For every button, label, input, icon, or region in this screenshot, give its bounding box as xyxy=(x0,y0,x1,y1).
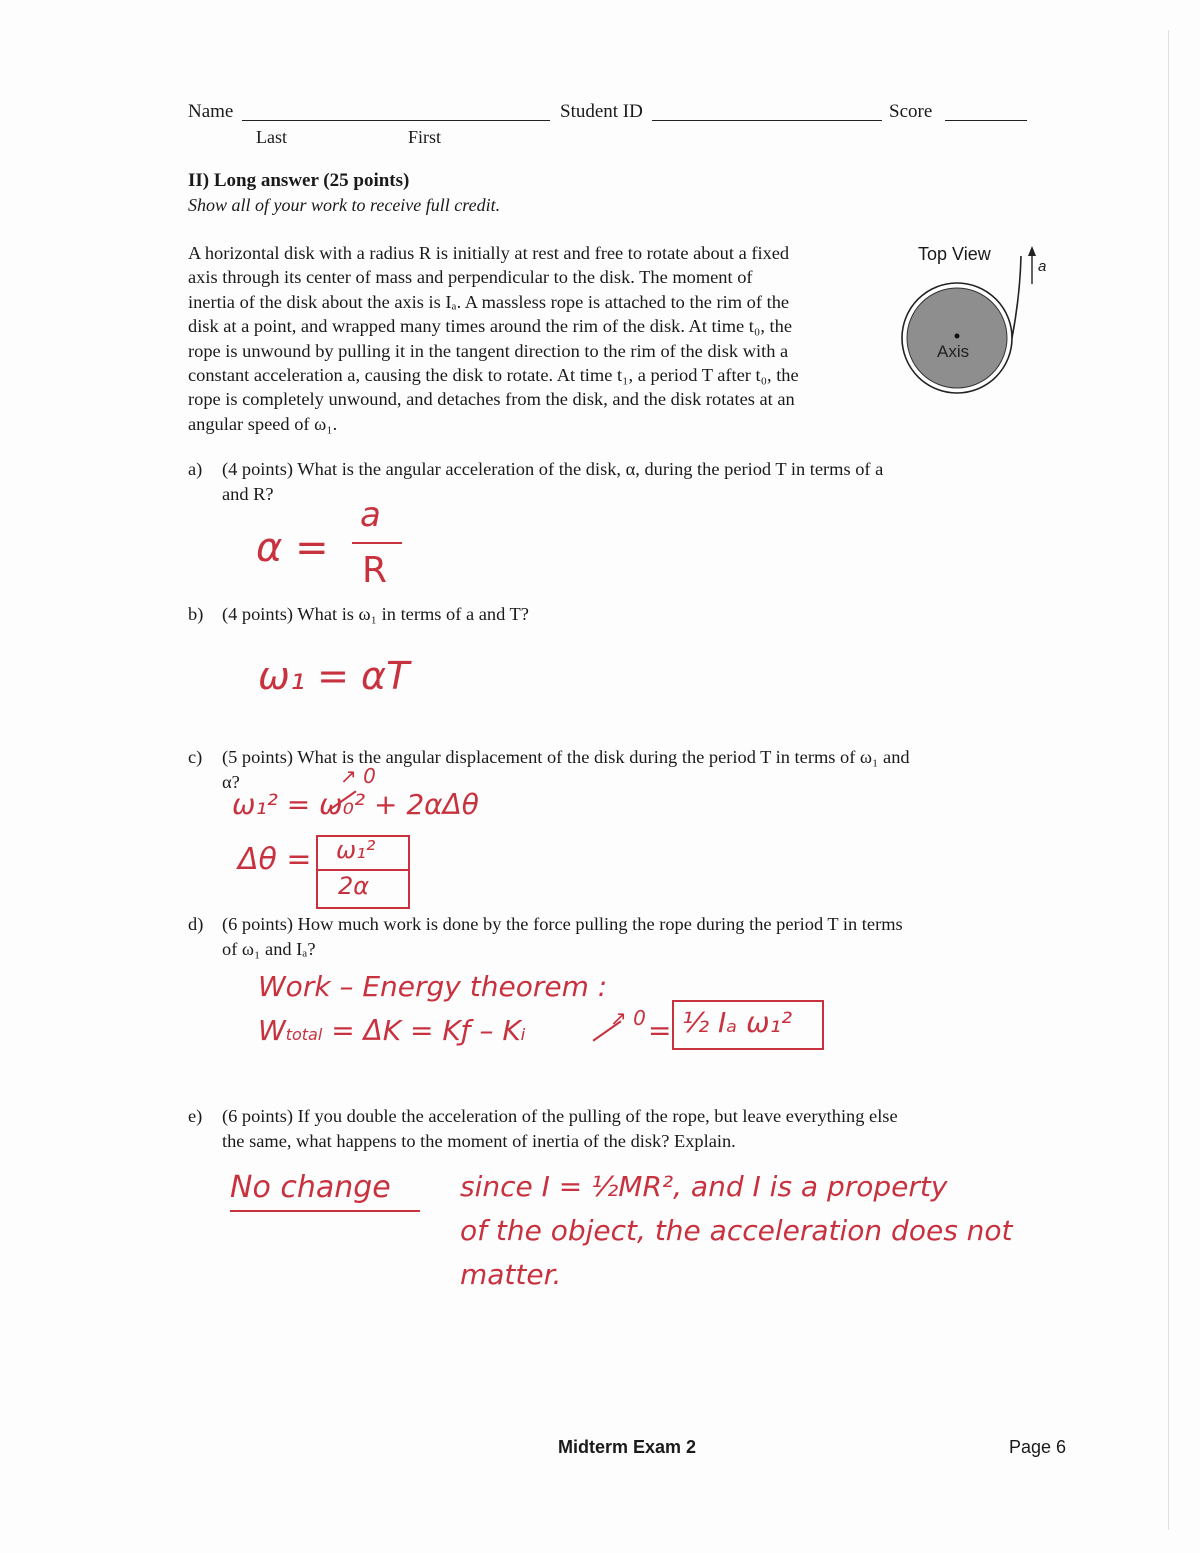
section-instruction: Show all of your work to receive full credit. xyxy=(188,195,501,215)
accel-arrow-head xyxy=(1028,246,1036,256)
problem-line: rope is completely unwound, and detaches from the disk, and the disk rotates at an xyxy=(188,389,795,410)
question-c-label: c) xyxy=(188,747,203,767)
question-b-label: b) xyxy=(188,604,204,624)
rope-line xyxy=(1012,256,1021,338)
answer-d-equals: = xyxy=(648,1014,672,1047)
answer-a-lhs: α = xyxy=(256,525,329,571)
answer-a-fraction-bar xyxy=(352,542,402,544)
student-id-underline xyxy=(652,120,882,121)
footer-page-number: Page 6 xyxy=(1009,1437,1067,1457)
answer-e-line2: of the object, the acceleration does not xyxy=(460,1214,1013,1247)
question-d-text: (6 points) How much work is done by the force pulling the rope during the period T in terms xyxy=(222,914,903,934)
answer-e-underline xyxy=(230,1210,420,1212)
problem-line: constant acceleration a, causing the disk to rotate. At time t₁, a period T after t₀, the xyxy=(188,365,799,386)
answer-c-denominator: 2α xyxy=(338,872,370,900)
answer-d-line1: Work – Energy theorem : xyxy=(258,970,608,1003)
problem-line: angular speed of ω₁. xyxy=(188,413,338,434)
question-d-label: d) xyxy=(188,914,204,934)
score-label: Score xyxy=(889,101,933,122)
answer-a-denominator: R xyxy=(362,550,388,591)
question-e-label: e) xyxy=(188,1106,203,1126)
answer-a-numerator: a xyxy=(360,495,381,535)
section-title: II) Long answer (25 points) xyxy=(188,170,410,191)
disk-figure xyxy=(880,236,1080,396)
answer-c-line1: ω₁² = ω₀² + 2αΔθ xyxy=(232,788,479,821)
problem-line: disk at a point, and wrapped many times around the rim of the disk. At time t₀, the xyxy=(188,316,792,337)
axis-label: Axis xyxy=(937,342,970,361)
question-a-text: (4 points) What is the angular acceleration of the disk, α, during the period T in terms of a xyxy=(222,459,884,479)
name-label: Name xyxy=(188,101,234,122)
problem-line: A horizontal disk with a radius R is initially at rest and free to rotate about a fixed xyxy=(188,243,790,263)
answer-e-lead: No change xyxy=(230,1170,391,1205)
footer-exam-title: Midterm Exam 2 xyxy=(558,1437,697,1457)
answer-c-fraction-bar xyxy=(316,869,408,871)
question-a-text-2: and R? xyxy=(222,484,274,504)
answer-c-cancel-mark: ↗ 0 xyxy=(340,764,376,788)
first-label: First xyxy=(408,127,442,147)
answer-c-numerator: ω₁² xyxy=(336,836,376,864)
question-d-text-2: of ω₁ and Iₐ? xyxy=(222,939,316,959)
answer-b-text: ω₁ = αT xyxy=(258,654,410,698)
question-e-text: (6 points) If you double the acceleration of the pulling of the rope, but leave everything else xyxy=(222,1106,898,1126)
figure-title: Top View xyxy=(918,244,991,264)
last-label: Last xyxy=(256,127,287,147)
problem-line: inertia of the disk about the axis is Iₐ. A massless rope is attached to the rim of the xyxy=(188,291,790,312)
answer-e-line1: since I = ½MR², and I is a property xyxy=(460,1170,948,1203)
question-e-text-2: the same, what happens to the moment of inertia of the disk? Explain. xyxy=(222,1131,736,1151)
answer-d-line2 xyxy=(258,1014,526,1047)
answer-c-lhs: Δθ = xyxy=(238,842,312,877)
student-id-label: Student ID xyxy=(560,101,643,122)
answer-d-cancel-mark: ↗ 0 xyxy=(610,1006,646,1030)
question-c-text: (5 points) What is the angular displacement of the disk during the period T in terms of ω₁ and xyxy=(222,747,910,767)
scan-edge-line xyxy=(1168,30,1169,1530)
problem-paragraph xyxy=(188,241,888,436)
score-underline xyxy=(945,120,1027,121)
answer-e-line3: matter. xyxy=(460,1258,562,1291)
question-a-label: a) xyxy=(188,459,203,479)
question-b-text: (4 points) What is ω₁ in terms of a and T? xyxy=(222,604,529,624)
name-underline xyxy=(242,120,550,121)
answer-d-w-sub: total xyxy=(285,1025,323,1044)
axis-dot xyxy=(955,334,960,339)
problem-line: rope is unwound by pulling it in the tangent direction to the rim of the disk with a xyxy=(188,340,789,361)
answer-d-cancel-strike xyxy=(593,1020,622,1041)
disk-diagram xyxy=(880,236,1080,396)
answer-d-rest: = ΔK = Kƒ – Kᵢ xyxy=(331,1014,526,1047)
answer-d-boxed: ½ Iₐ ω₁² xyxy=(682,1006,793,1039)
answer-d-w: W xyxy=(258,1014,286,1047)
problem-line: axis through its center of mass and perpendicular to the disk. The moment of xyxy=(188,267,753,288)
accel-label: a xyxy=(1038,258,1047,275)
question-c-text-2: α? xyxy=(222,772,240,792)
